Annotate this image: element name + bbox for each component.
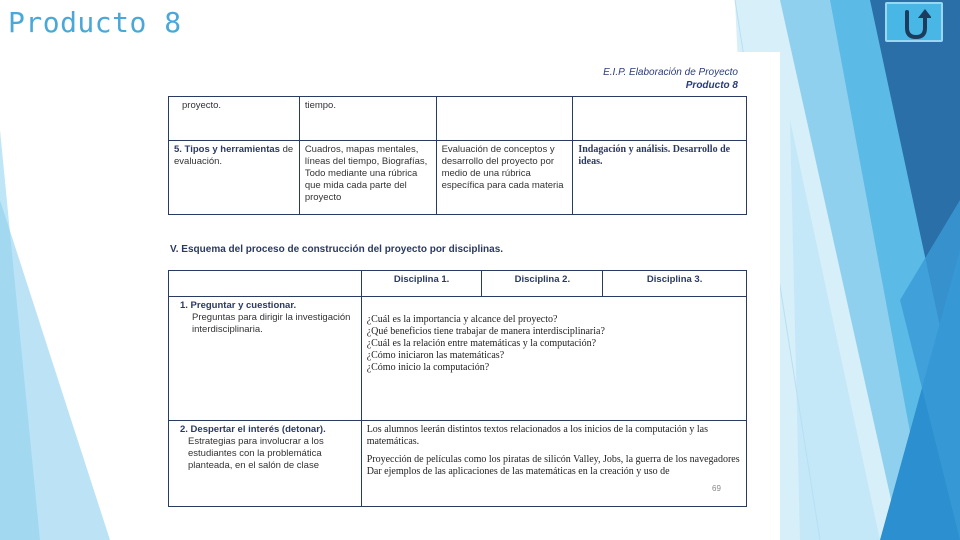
table-cell: tiempo. <box>299 97 436 141</box>
row-description: Preguntas para dirigir la investigación interdisciplinaria. <box>192 312 351 335</box>
table-cell: Cuadros, mapas mentales, líneas del tiempo, Biografías, Todo mediante una rúbrica que mida cada parte del proyecto <box>299 141 436 215</box>
row-description: Estrategias para involucrar a los estudiantes con la problemática planteada, en el salón de clase <box>188 436 324 471</box>
table-cell <box>436 97 573 141</box>
row-title: 2. Despertar el interés (detonar). <box>180 424 326 435</box>
u-turn-arrow-icon <box>901 8 931 40</box>
paragraph: Proyección de películas como los piratas de silicón Valley, Jobs, la guerra de los navegadores <box>366 454 740 465</box>
table-cell <box>361 421 746 507</box>
table-cell: Indagación y análisis. Desarrollo de ideas. <box>573 141 747 215</box>
table-cell <box>169 297 362 421</box>
paragraph: Dar ejemplos de las aplicaciones de las matemáticas en la creación y uso de <box>366 466 670 477</box>
document-page <box>157 52 780 540</box>
table-row <box>169 141 747 215</box>
table-cell <box>169 421 362 507</box>
header-line-1: E.I.P. Elaboración de Proyecto <box>603 67 738 78</box>
table-cell: Evaluación de conceptos y desarrollo del proyecto por medio de una rúbrica específica para cada materia <box>436 141 573 215</box>
return-button[interactable] <box>885 2 943 42</box>
slide-title: Producto 8 <box>8 6 182 39</box>
list-item: ¿Cuál es la relación entre matemáticas y la computación? <box>366 338 597 349</box>
list-item: ¿Qué beneficios tiene trabajar de manera interdisciplinaria? <box>366 326 605 337</box>
discipline-table <box>168 270 747 507</box>
table-cell <box>361 297 746 421</box>
list-item: ¿Cómo iniciaron las matemáticas? <box>366 350 505 361</box>
table-cell: proyecto. <box>169 97 300 141</box>
evaluation-table <box>168 96 747 215</box>
table-cell: 5. Tipos y herramientas de evaluación. <box>169 141 300 215</box>
table-row <box>169 271 747 297</box>
table-cell <box>169 271 362 297</box>
header-line-2: Producto 8 <box>685 80 738 91</box>
page-number: 69 <box>712 484 721 493</box>
row-title: 1. Preguntar y cuestionar. <box>180 300 297 311</box>
paragraph: Los alumnos leerán distintos textos relacionados a los inicios de la computación y las matemáticas. <box>366 424 709 447</box>
list-item: ¿Cómo inicio la computación? <box>366 362 490 373</box>
table-cell <box>573 97 747 141</box>
column-header: Disciplina 1. <box>361 271 482 297</box>
section-title: V. Esquema del proceso de construcción del proyecto por disciplinas. <box>170 244 504 255</box>
table-row <box>169 421 747 507</box>
list-item: ¿Cuál es la importancia y alcance del proyecto? <box>366 314 558 325</box>
table-row <box>169 97 747 141</box>
column-header: Disciplina 3. <box>603 271 747 297</box>
document-header <box>603 66 738 92</box>
column-header: Disciplina 2. <box>482 271 603 297</box>
table-row <box>169 297 747 421</box>
